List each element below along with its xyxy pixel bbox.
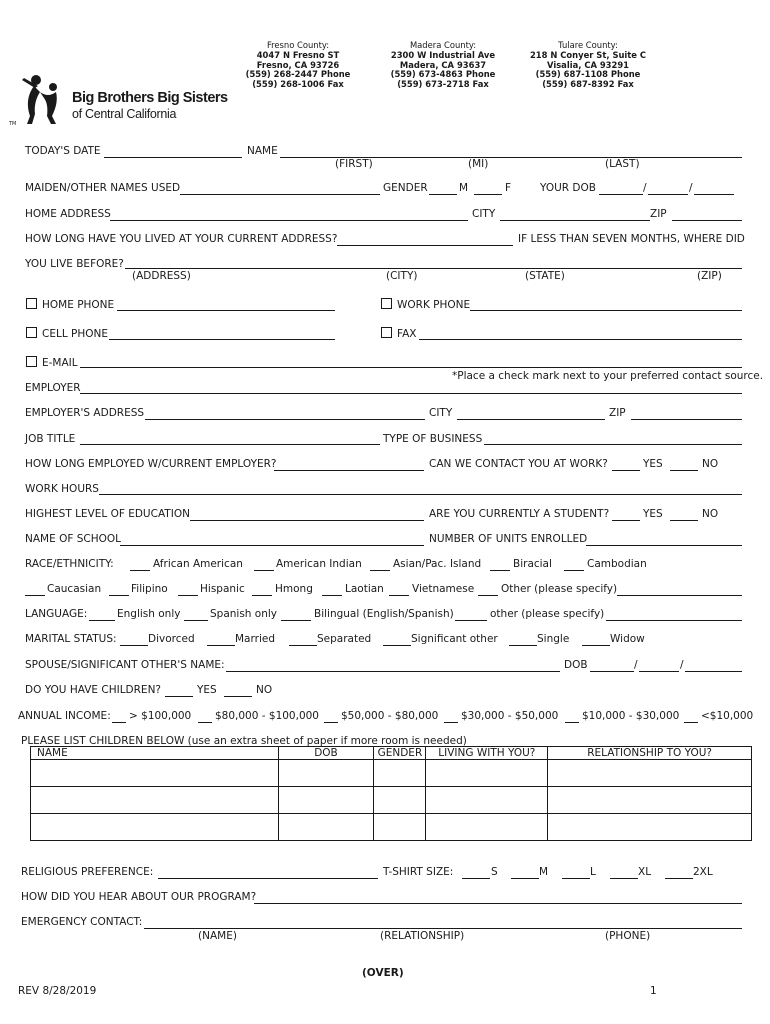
contact-note: *Place a check mark next to your preferred contact source. [452,370,764,382]
how-long-employed-label: HOW LONG EMPLOYED W/CURRENT EMPLOYER? [25,458,277,470]
how-long-employed-field[interactable] [274,470,424,471]
cell[interactable] [426,814,548,841]
spouse-label: SPOUSE/SIGNIFICANT OTHER'S NAME: [25,659,225,671]
marital-option: Single [537,633,570,645]
employer-zip-label: ZIP [609,407,626,419]
logo-title: Big Brothers Big Sisters [72,90,228,106]
home-phone-field[interactable] [117,310,335,311]
cell-phone-field[interactable] [109,339,335,340]
how-long-label: HOW LONG HAVE YOU LIVED AT YOUR CURRENT ADDRESS? [25,233,338,245]
tshirt-size: 2XL [693,866,713,878]
race-option: Filipino [131,583,168,595]
fax-option[interactable] [381,327,416,341]
emergency-phone-caption: (PHONE) [605,930,651,942]
gender-f-label: F [505,182,512,194]
race-option: Asian/Pac. Island [393,558,482,570]
race-option: Biracial [513,558,552,570]
race-blank[interactable] [478,595,498,596]
office-address: 218 N Conyer St, Suite C [529,49,647,60]
race-option: Laotian [345,583,384,595]
marital-option: Widow [610,633,645,645]
zip-caption: (ZIP) [697,270,722,282]
col-dob: DOB [278,747,374,760]
marital-option: Separated [317,633,372,645]
race-option: Cambodian [587,558,647,570]
income-label: ANNUAL INCOME: [18,710,111,722]
marital-label: MARITAL STATUS: [25,633,117,645]
checkbox-icon[interactable] [26,298,37,309]
office-city: Fresno, CA 93726 [256,59,340,70]
education-field[interactable] [190,520,424,521]
dob-month-field[interactable] [599,194,643,195]
cell[interactable] [374,787,426,814]
cell[interactable] [374,760,426,787]
madera-office [378,41,508,90]
employer-zip-field[interactable] [631,419,742,420]
address-caption: (ADDRESS) [132,270,191,282]
office-address: 4047 N Fresno ST [256,49,340,60]
table-row [31,760,752,787]
office-county: Fresno County: [266,40,330,50]
race-option: African American [153,558,243,570]
religious-label: RELIGIOUS PREFERENCE: [21,866,154,878]
race-blank[interactable] [252,595,272,596]
mi-label: (MI) [468,158,489,170]
city-caption: (CITY) [386,270,418,282]
home-phone-option[interactable] [26,298,114,312]
work-hours-label: WORK HOURS [25,483,99,495]
race-option: American Indian [276,558,362,570]
children-table [30,746,752,841]
children-label: DO YOU HAVE CHILDREN? [25,684,161,696]
units-field[interactable] [586,545,742,546]
col-name: NAME [31,747,279,760]
col-living: LIVING WITH YOU? [426,747,548,760]
language-label: LANGUAGE: [25,608,88,620]
income-blank[interactable] [112,722,126,723]
employer-label: EMPLOYER [25,382,81,394]
income-option: <$10,000 [701,710,754,722]
contact-work-no-label: NO [702,458,719,470]
language-blank[interactable] [281,620,311,621]
income-option: $30,000 - $50,000 [461,710,559,722]
cell[interactable] [278,787,374,814]
last-label: (LAST) [605,158,640,170]
race-option: Hispanic [200,583,245,595]
language-blank[interactable] [455,620,487,621]
checkbox-icon[interactable] [381,327,392,338]
marital-blank[interactable] [383,645,411,646]
office-fax: (559) 268-1006 Fax [252,79,344,90]
previous-address-field[interactable] [125,268,742,269]
race-blank[interactable] [490,570,510,571]
maiden-label: MAIDEN/OTHER NAMES USED [25,182,181,194]
race-blank[interactable] [109,595,129,596]
spouse-dob-year-field[interactable] [685,671,742,672]
if-less-label: IF LESS THAN SEVEN MONTHS, WHERE DID [518,233,745,245]
emergency-relationship-caption: (RELATIONSHIP) [380,930,465,942]
logo-subtitle: of Central California [72,107,177,121]
student-yes-field[interactable] [612,520,640,521]
tshirt-size: L [590,866,596,878]
student-no-field[interactable] [670,520,698,521]
race-blank[interactable] [178,595,198,596]
spouse-dob-day-field[interactable] [639,671,679,672]
emergency-name-caption: (NAME) [198,930,237,942]
race-blank[interactable] [254,570,274,571]
home-address-label: HOME ADDRESS [25,208,111,220]
income-blank[interactable] [684,722,698,723]
how-long-field[interactable] [337,245,513,246]
income-option: > $100,000 [129,710,192,722]
education-label: HIGHEST LEVEL OF EDUCATION [25,508,190,520]
income-option: $50,000 - $80,000 [341,710,439,722]
race-label: RACE/ETHNICITY: [25,558,114,570]
spouse-field[interactable] [226,671,560,672]
checkbox-icon[interactable] [26,327,37,338]
zip-field[interactable] [672,220,742,221]
tshirt-label: T-SHIRT SIZE: [383,866,454,878]
race-other-field[interactable] [617,595,742,596]
language-option: Spanish only [210,608,278,620]
race-blank[interactable] [322,595,342,596]
language-other-field[interactable] [606,620,742,621]
home-phone-label: HOME PHONE [42,299,115,311]
tshirt-blank[interactable] [511,878,539,879]
cell[interactable] [374,814,426,841]
tshirt-blank[interactable] [665,878,693,879]
employer-address-field[interactable] [145,419,425,420]
tshirt-size: S [491,866,498,878]
work-phone-label: WORK PHONE [397,299,471,311]
type-business-field[interactable] [484,444,742,445]
income-blank[interactable] [198,722,212,723]
contact-work-yes-label: YES [643,458,663,470]
contact-work-yes-field[interactable] [612,470,640,471]
spouse-dob-month-field[interactable] [590,671,634,672]
name-label: NAME [247,145,278,157]
over-label: (OVER) [362,967,404,979]
job-title-label: JOB TITLE [25,433,76,445]
marital-blank[interactable] [207,645,235,646]
checkbox-icon[interactable] [381,298,392,309]
email-option[interactable] [26,356,78,370]
marital-blank[interactable] [120,645,148,646]
cell[interactable] [548,787,752,814]
religious-field[interactable] [158,878,378,879]
dob-label: YOUR DOB [540,182,596,194]
tshirt-size: XL [638,866,652,878]
tshirt-blank[interactable] [462,878,490,879]
children-no-field[interactable] [224,696,252,697]
cell[interactable] [548,760,752,787]
page-number: 1 [650,985,657,997]
language-option: other (please specify) [490,608,605,620]
job-title-field[interactable] [80,444,380,445]
work-hours-field[interactable] [99,494,742,495]
emergency-field[interactable] [144,928,742,929]
home-address-field[interactable] [110,220,468,221]
fax-label: FAX [397,328,417,340]
office-city: Visalia, CA 93291 [546,59,629,70]
race-blank[interactable] [564,570,584,571]
language-option: Bilingual (English/Spanish) [314,608,454,620]
language-blank[interactable] [184,620,208,621]
cell[interactable] [278,760,374,787]
dob-slash: / [634,659,638,671]
cell[interactable] [426,787,548,814]
cell-phone-label: CELL PHONE [42,328,108,340]
city-field[interactable] [500,220,650,221]
emergency-label: EMERGENCY CONTACT: [21,916,143,928]
student-label: ARE YOU CURRENTLY A STUDENT? [429,508,610,520]
income-blank[interactable] [324,722,338,723]
units-label: NUMBER OF UNITS ENROLLED [429,533,588,545]
school-label: NAME OF SCHOOL [25,533,121,545]
employer-city-field[interactable] [457,419,605,420]
race-blank[interactable] [370,570,390,571]
contact-work-no-field[interactable] [670,470,698,471]
language-option: English only [117,608,181,620]
checkbox-icon[interactable] [26,356,37,367]
cell-phone-option[interactable] [26,327,108,341]
race-blank[interactable] [25,595,45,596]
dob-slash: / [689,182,693,194]
gender-label: GENDER [383,182,428,194]
tulare-office [520,41,656,90]
dob-slash: / [680,659,684,671]
col-gender: GENDER [374,747,426,760]
office-phone: (559) 687-1108 Phone [535,69,641,80]
language-blank[interactable] [89,620,115,621]
school-field[interactable] [120,545,424,546]
zip-label: ZIP [650,208,667,220]
office-county: Tulare County: [558,40,618,50]
hear-label: HOW DID YOU HEAR ABOUT OUR PROGRAM? [21,891,257,903]
email-label: E-MAIL [42,357,78,369]
fax-field[interactable] [419,339,742,340]
cell[interactable] [426,760,548,787]
office-city: Madera, CA 93637 [399,59,487,70]
fresno-office [238,41,358,90]
dob-year-field[interactable] [694,194,734,195]
table-row [31,814,752,841]
cell[interactable] [278,814,374,841]
office-fax: (559) 673-2718 Fax [397,79,489,90]
marital-blank[interactable] [582,645,610,646]
office-phone: (559) 673-4863 Phone [390,69,496,80]
dob-slash: / [643,182,647,194]
employer-city-label: CITY [429,407,453,419]
first-label: (FIRST) [335,158,373,170]
col-relationship: RELATIONSHIP TO YOU? [548,747,752,760]
todays-date-label: TODAY'S DATE [25,145,101,157]
gender-m-field[interactable] [429,194,457,195]
race-option: Other (please specify) [501,583,618,595]
you-live-before-label: YOU LIVE BEFORE? [25,258,124,270]
email-field[interactable] [80,367,742,368]
maiden-field[interactable] [180,194,380,195]
office-fax: (559) 687-8392 Fax [542,79,634,90]
work-phone-option[interactable] [381,298,470,312]
income-option: $80,000 - $100,000 [215,710,319,722]
work-phone-field[interactable] [470,310,742,311]
marital-option: Significant other [411,633,498,645]
city-label: CITY [472,208,496,220]
race-option: Caucasian [47,583,102,595]
tshirt-blank[interactable] [610,878,638,879]
contact-work-label: CAN WE CONTACT YOU AT WORK? [429,458,608,470]
cell[interactable] [31,787,279,814]
gender-m-label: M [459,182,469,194]
hear-field[interactable] [254,903,742,904]
children-no-label: NO [256,684,273,696]
tshirt-blank[interactable] [562,878,590,879]
list-children-label: PLEASE LIST CHILDREN BELOW (use an extra sheet of paper if more room is needed) [21,735,467,747]
cell[interactable] [548,814,752,841]
office-address: 2300 W Industrial Ave [390,49,496,60]
type-business-label: TYPE OF BUSINESS [383,433,483,445]
marital-blank[interactable] [509,645,537,646]
office-county: Madera County: [409,40,477,50]
table-row [31,787,752,814]
todays-date-field[interactable] [104,157,242,158]
children-yes-label: YES [197,684,217,696]
office-phone: (559) 268-2447 Phone [245,69,351,80]
race-blank[interactable] [389,595,409,596]
children-yes-field[interactable] [165,696,193,697]
employer-address-label: EMPLOYER'S ADDRESS [25,407,145,419]
tshirt-size: M [539,866,549,878]
race-option: Hmong [275,583,313,595]
race-option: Vietnamese [412,583,475,595]
spouse-dob-label: DOB [564,659,588,671]
income-blank[interactable] [565,722,579,723]
marital-option: Married [235,633,275,645]
marital-blank[interactable] [289,645,317,646]
student-yes-label: YES [643,508,663,520]
student-no-label: NO [702,508,719,520]
cell[interactable] [31,814,279,841]
income-option: $10,000 - $30,000 [582,710,680,722]
marital-option: Divorced [148,633,195,645]
employer-field[interactable] [80,393,742,394]
bbbs-logo-icon [14,74,74,130]
revision-label: REV 8/28/2019 [18,985,97,997]
trademark: TM [9,121,17,127]
dob-day-field[interactable] [648,194,688,195]
race-blank[interactable] [130,570,150,571]
table-header-row [31,747,752,760]
income-blank[interactable] [444,722,458,723]
cell[interactable] [31,760,279,787]
state-caption: (STATE) [525,270,565,282]
gender-f-field[interactable] [474,194,502,195]
